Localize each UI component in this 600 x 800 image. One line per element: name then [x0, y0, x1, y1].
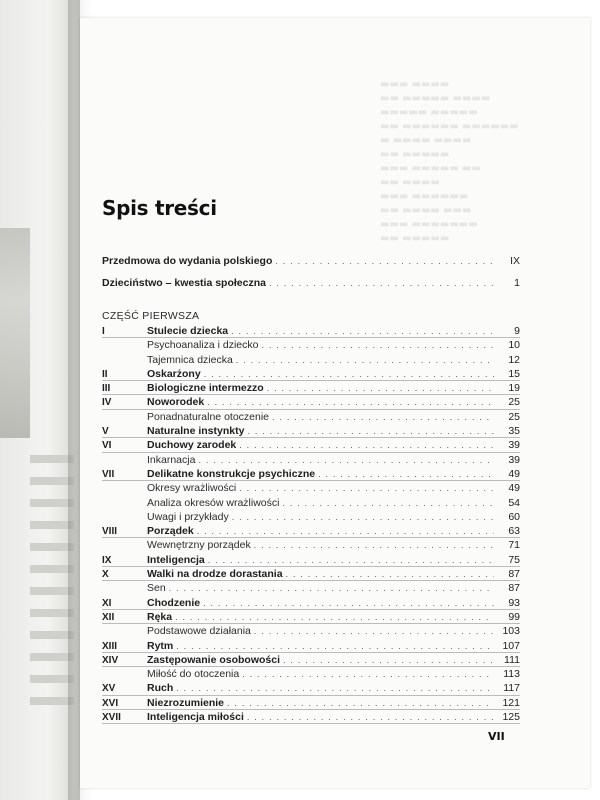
entry-label: Inkarnacja: [147, 453, 196, 466]
toc-chapter-entry[interactable]: [102, 395, 520, 409]
chapter-number: II: [102, 368, 108, 380]
toc-chapter-entry[interactable]: [102, 696, 520, 710]
entry-label: Stulecie dziecka: [147, 325, 229, 337]
show-through-text: ▬▬▬ ▬▬▬▬ ▬▬ ▬▬▬▬▬ ▬▬▬▬ ▬▬▬▬▬ ▬▬▬▬▬ ▬▬ ▬▬▬▬▬▬ ▬▬▬▬▬▬ ▬ ▬▬▬▬ ▬▬▬▬ ▬▬ ▬▬▬▬▬ ▬▬▬ ▬▬▬▬▬ ▬▬ ▬▬ ▬▬▬▬ ▬▬▬ ▬▬▬▬▬▬ ▬▬ ▬▬▬▬ ▬▬▬ ▬▬▬ ▬▬▬▬▬▬▬ ▬▬ ▬▬▬▬▬: [380, 79, 519, 244]
toc-section-entry[interactable]: [102, 481, 520, 495]
entry-label: Wewnętrzny porządek: [147, 539, 251, 552]
entry-page: 103: [502, 625, 520, 638]
dot-leader: [231, 324, 494, 338]
toc-section-entry[interactable]: [102, 453, 520, 467]
entry-label: Ręka: [147, 610, 173, 623]
toc-section-entry[interactable]: [102, 496, 520, 510]
entry-page: 49: [508, 467, 520, 480]
toc-section-entry[interactable]: [102, 538, 520, 552]
facing-page-photo: [0, 228, 30, 438]
entry-label: Noworodek: [147, 396, 205, 409]
toc-section-entry[interactable]: [102, 338, 520, 352]
chapter-number: X: [102, 569, 109, 581]
chapter-number: XV: [102, 683, 116, 695]
dot-leader: [239, 481, 494, 495]
dot-leader: [239, 438, 494, 452]
dot-leader: [175, 610, 494, 624]
page-number: VII: [488, 730, 505, 743]
dot-leader: [203, 596, 494, 610]
chapter-number: XIV: [102, 654, 119, 666]
dot-leader: [286, 567, 494, 581]
entry-label: Walki na drodze dorastania: [147, 568, 283, 581]
entry-label: Tajemnica dziecka: [147, 353, 233, 366]
dot-leader: [204, 367, 494, 381]
entry-label: Podstawowe działania: [147, 625, 251, 638]
toc-section-entry[interactable]: [102, 510, 520, 524]
toc-chapter-entry[interactable]: [102, 710, 520, 724]
entry-page: 49: [508, 482, 520, 495]
dot-leader: [169, 581, 494, 595]
dot-leader: [247, 710, 494, 724]
entry-page: 12: [508, 353, 520, 366]
entry-page: 1: [514, 277, 520, 289]
chapter-number: IV: [102, 397, 112, 409]
chapter-number: XI: [102, 597, 112, 609]
entry-page: 117: [503, 682, 520, 695]
dot-leader: [242, 667, 494, 681]
dot-leader: [176, 639, 494, 653]
toc-chapter-entry[interactable]: [102, 596, 520, 610]
entry-page: 54: [508, 496, 520, 509]
dot-leader: [198, 453, 494, 467]
entry-page: 25: [508, 396, 520, 409]
entry-label: Analiza okresów wrażliwości: [147, 496, 280, 509]
dot-leader: [232, 510, 494, 524]
chapter-number: I: [102, 326, 105, 337]
toc-page: [80, 18, 590, 788]
entry-label: Dzieciństwo – kwestia społeczna: [102, 277, 266, 289]
entry-page: 15: [508, 367, 520, 380]
entry-page: 107: [502, 639, 520, 652]
entry-label: Przedmowa do wydania polskiego: [102, 255, 273, 267]
toc-front-entry[interactable]: [102, 250, 520, 272]
dot-leader: [269, 272, 494, 294]
dot-leader: [254, 538, 494, 552]
entry-page: 93: [508, 596, 520, 609]
entry-label: Biologiczne intermezzo: [147, 382, 264, 395]
dot-leader: [207, 395, 494, 409]
entry-page: 99: [508, 610, 520, 623]
entry-label: Naturalne instynkty: [147, 425, 245, 438]
entry-page: 19: [508, 382, 520, 395]
entry-label: Niezrozumienie: [147, 696, 225, 709]
entry-page: 63: [508, 525, 520, 538]
chapter-number: IX: [102, 554, 112, 566]
dot-leader: [227, 696, 494, 710]
entry-page: 87: [508, 582, 520, 595]
dot-leader: [236, 353, 494, 367]
toc-section-entry[interactable]: [102, 667, 520, 681]
toc-entries: [102, 324, 520, 724]
dot-leader: [283, 653, 494, 667]
table-of-contents: [102, 250, 520, 724]
entry-label: Psychoanaliza i dziecko: [147, 339, 259, 352]
entry-page: 125: [502, 711, 520, 724]
entry-label: Oskarżony: [147, 367, 201, 380]
entry-label: Zastępowanie osobowości: [147, 653, 281, 666]
dot-leader: [282, 496, 494, 510]
dot-leader: [208, 553, 494, 567]
toc-chapter-entry[interactable]: [102, 681, 520, 695]
chapter-number: XVI: [102, 697, 119, 709]
entry-label: Porządek: [147, 525, 194, 538]
entry-page: 121: [502, 696, 520, 709]
entry-label: Delikatne konstrukcje psychiczne: [147, 467, 316, 480]
chapter-number: III: [102, 383, 111, 395]
dot-leader: [272, 410, 494, 424]
entry-label: Inteligencja miłości: [147, 711, 244, 724]
entry-page: IX: [510, 255, 520, 267]
chapter-number: V: [102, 426, 109, 438]
toc-section-entry[interactable]: [102, 624, 520, 638]
chapter-number: XIII: [102, 640, 118, 652]
entry-page: 60: [508, 510, 520, 523]
entry-page: 87: [508, 568, 520, 581]
toc-chapter-entry[interactable]: [102, 438, 520, 452]
entry-page: 10: [508, 339, 520, 352]
entry-label: Ponadnaturalne otoczenie: [147, 410, 270, 423]
toc-chapter-entry[interactable]: [102, 567, 520, 581]
chapter-number: VI: [102, 440, 112, 452]
toc-chapter-entry[interactable]: [102, 524, 520, 538]
entry-label: Okresy wrażliwości: [147, 482, 237, 495]
toc-chapter-entry[interactable]: [102, 610, 520, 624]
entry-page: 25: [508, 410, 520, 423]
entry-page: 111: [504, 653, 520, 666]
toc-chapter-entry[interactable]: [102, 553, 520, 567]
toc-chapter-entry[interactable]: [102, 367, 520, 381]
toc-front-entry[interactable]: [102, 272, 520, 294]
entry-label: Rytm: [147, 639, 174, 652]
entry-label: Ruch: [147, 682, 174, 695]
toc-section-entry[interactable]: [102, 410, 520, 424]
chapter-rule: [102, 723, 520, 724]
entry-page: 75: [508, 553, 520, 566]
chapter-number: XVII: [102, 712, 121, 724]
toc-chapter-entry[interactable]: [102, 653, 520, 667]
entry-label: Sen: [147, 582, 166, 595]
entry-page: 71: [508, 539, 520, 552]
entry-label: Inteligencja: [147, 553, 205, 566]
dot-leader: [176, 681, 494, 695]
dot-leader: [275, 250, 494, 272]
toc-chapter-entry[interactable]: [102, 467, 520, 481]
toc-section-entry[interactable]: [102, 581, 520, 595]
toc-title: Spis treści: [102, 196, 217, 220]
entry-label: Duchowy zarodek: [147, 439, 237, 452]
part-heading: CZĘŚĆ PIERWSZA: [102, 310, 200, 322]
chapter-number: XII: [102, 611, 115, 623]
dot-leader: [197, 524, 494, 538]
dot-leader: [267, 381, 494, 395]
chapter-number: VII: [102, 468, 115, 480]
entry-page: 35: [508, 425, 520, 438]
toc-chapter-entry[interactable]: [102, 639, 520, 653]
entry-page: 39: [508, 439, 520, 452]
dot-leader: [254, 624, 494, 638]
toc-chapter-entry[interactable]: [102, 324, 520, 338]
entry-label: Uwagi i przykłady: [147, 510, 229, 523]
chapter-number: VIII: [102, 526, 118, 538]
entry-page: 9: [514, 325, 520, 337]
dot-leader: [247, 424, 494, 438]
dot-leader: [318, 467, 494, 481]
toc-section-entry[interactable]: [102, 353, 520, 367]
entry-page: 113: [503, 668, 520, 681]
toc-chapter-entry[interactable]: [102, 424, 520, 438]
dot-leader: [261, 338, 494, 352]
entry-page: 39: [508, 453, 520, 466]
entry-label: Miłość do otoczenia: [147, 668, 240, 681]
toc-chapter-entry[interactable]: [102, 381, 520, 395]
entry-label: Chodzenie: [147, 596, 201, 609]
